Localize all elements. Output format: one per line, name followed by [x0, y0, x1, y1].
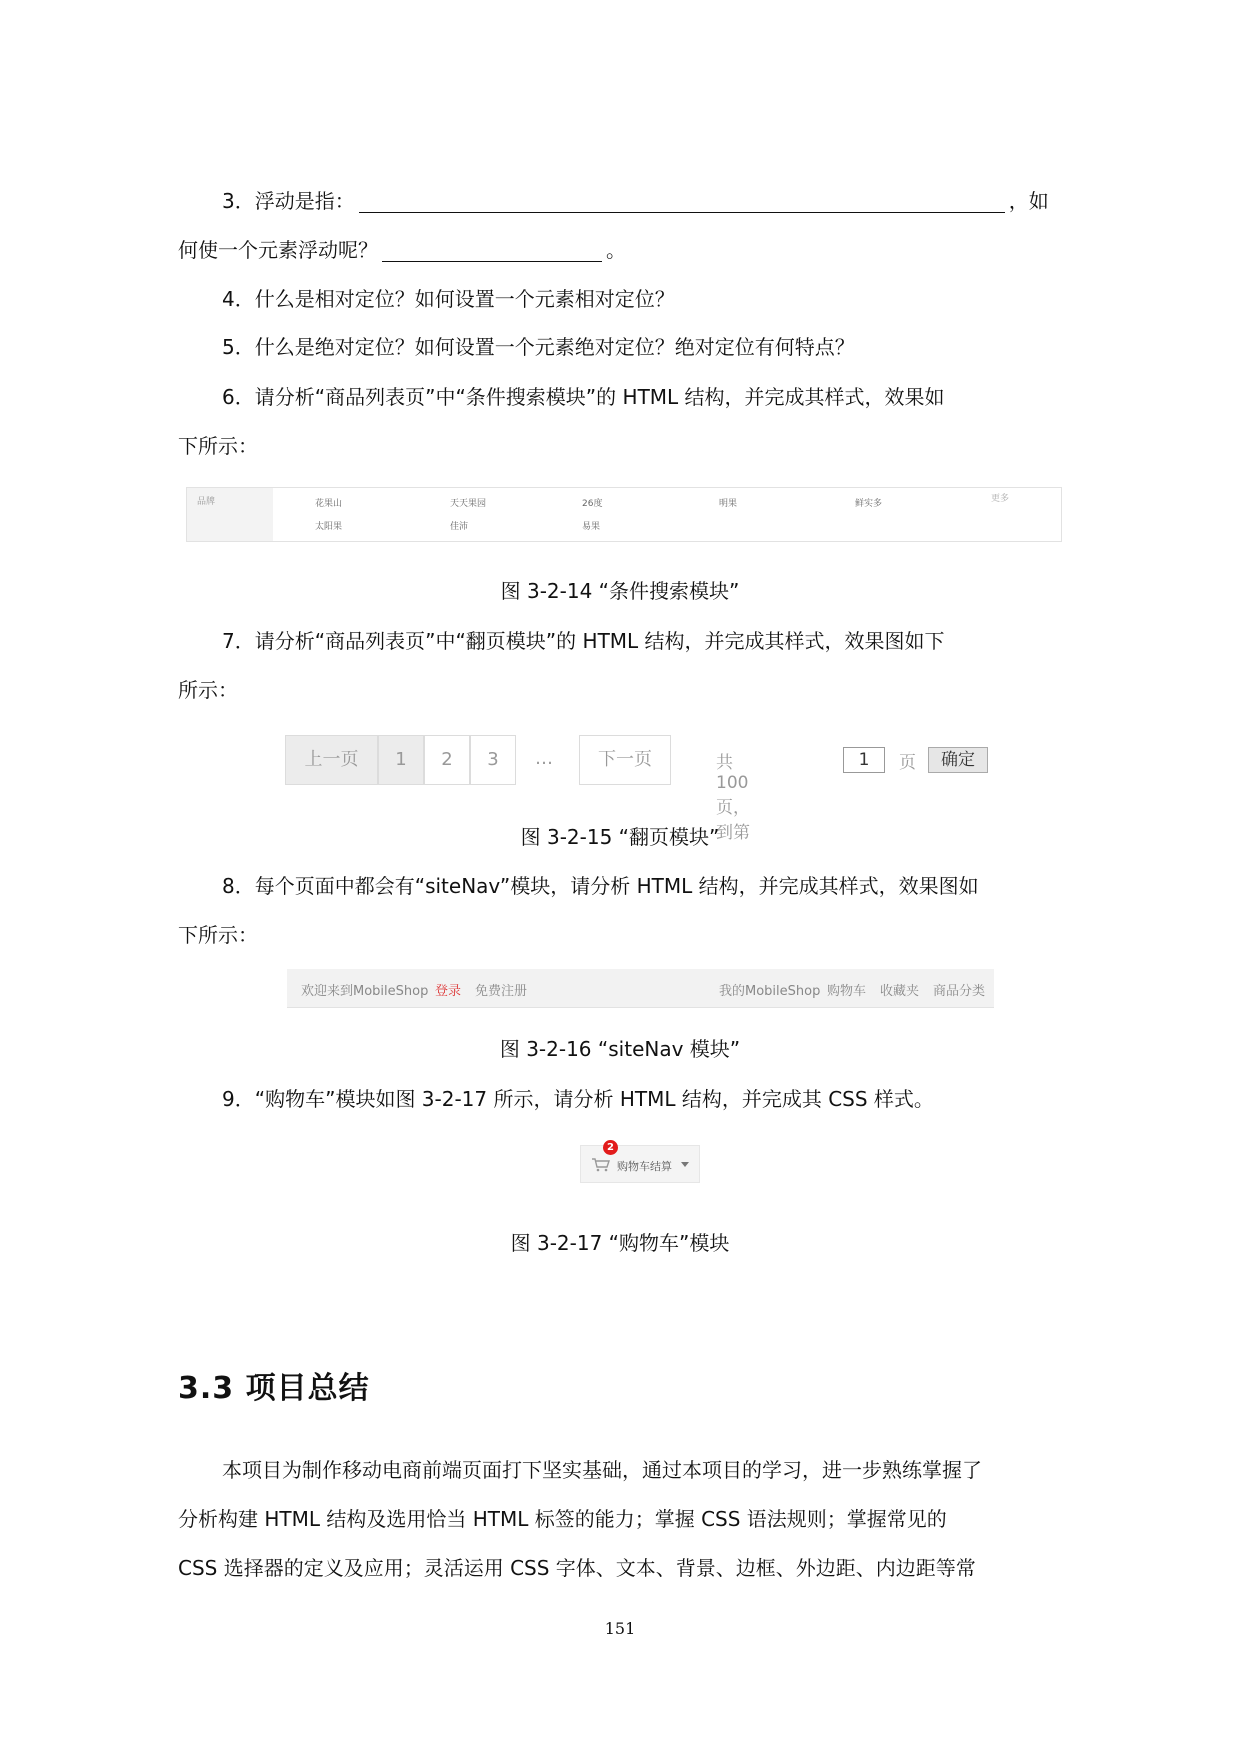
next-page-button[interactable]: 下一页 — [579, 735, 671, 785]
sitenav-login-link[interactable]: 登录 — [435, 984, 462, 999]
question-5: 5．什么是绝对定位？如何设置一个元素绝对定位？绝对定位有何特点？ — [222, 335, 855, 359]
q3-line2: 何使一个元素浮动呢？ — [178, 238, 378, 262]
page-unit-text: 页 — [899, 753, 916, 773]
summary-line-1: 本项目为制作移动电商前端页面打下坚实基础，通过本项目的学习，进一步熟练掌握了 — [222, 1458, 982, 1482]
section-heading: 3.3 项目总结 — [178, 1371, 370, 1406]
figure-caption-3-2-14: 图 3-2-14 “条件搜索模块” — [500, 579, 740, 603]
figure-filter-module — [186, 487, 1062, 542]
q3-blank-1[interactable] — [359, 192, 1005, 213]
confirm-button[interactable]: 确定 — [928, 747, 988, 773]
page-button-2[interactable]: 2 — [424, 735, 470, 785]
filter-option[interactable]: 26度 — [582, 499, 603, 509]
question-6-line-2: 下所示： — [178, 434, 258, 458]
sitenav-category-link[interactable]: 商品分类 — [933, 984, 986, 999]
shopping-cart-icon — [591, 1158, 611, 1172]
page-button-1[interactable]: 1 — [378, 735, 424, 785]
cart-checkout-label: 购物车结算 — [617, 1160, 672, 1173]
page-number-input[interactable]: 1 — [843, 747, 885, 773]
filter-option[interactable]: 太阳果 — [315, 522, 343, 532]
sitenav-favorites-link[interactable]: 收藏夹 — [880, 984, 920, 999]
question-4: 4．什么是相对定位？如何设置一个元素相对定位？ — [222, 287, 675, 311]
figure-caption-3-2-15: 图 3-2-15 “翻页模块” — [520, 825, 720, 849]
question-9: 9．“购物车”模块如图 3-2-17 所示，请分析 HTML 结构，并完成其 CSS 样式。 — [222, 1087, 934, 1111]
filter-label-brand: 品牌 — [187, 488, 273, 541]
sitenav-my-shop-link[interactable]: 我的MobileShop — [719, 984, 821, 999]
chevron-down-icon — [681, 1162, 689, 1167]
summary-line-3: CSS 选择器的定义及应用；灵活运用 CSS 字体、文本、背景、边框、外边距、内边距等常 — [178, 1556, 976, 1580]
filter-more-link[interactable]: 更多 — [991, 494, 1010, 504]
page-ellipsis: … — [521, 735, 567, 785]
sitenav-register-link[interactable]: 免费注册 — [475, 984, 528, 999]
question-6-line-1: 6．请分析“商品列表页”中“条件搜索模块”的 HTML 结构，并完成其样式，效果如 — [222, 385, 945, 409]
sitenav-welcome: 欢迎来到MobileShop — [301, 984, 429, 999]
question-7-line-1: 7．请分析“商品列表页”中“翻页模块”的 HTML 结构，并完成其样式，效果图如下 — [222, 629, 945, 653]
filter-option[interactable]: 明果 — [719, 499, 738, 509]
q3-comma: ，如 — [1008, 189, 1049, 213]
q3-blank-2[interactable] — [382, 241, 602, 262]
figure-caption-3-2-16: 图 3-2-16 “siteNav 模块” — [499, 1037, 741, 1061]
filter-option[interactable]: 易果 — [582, 522, 601, 532]
page-button-3[interactable]: 3 — [470, 735, 516, 785]
total-pages-text: 共100页，到第 — [716, 753, 750, 843]
question-8-line-1: 8．每个页面中都会有“siteNav”模块，请分析 HTML 结构，并完成其样式，效果图如 — [222, 874, 979, 898]
filter-option[interactable]: 花果山 — [315, 499, 343, 509]
figure-caption-3-2-17: 图 3-2-17 “购物车”模块 — [510, 1231, 730, 1255]
question-7-line-2: 所示： — [178, 678, 238, 702]
question-8-line-2: 下所示： — [178, 923, 258, 947]
sitenav-cart-link[interactable]: 购物车 — [827, 984, 867, 999]
figure-sitenav-module — [287, 969, 994, 1008]
question-3-line-2 — [178, 226, 1058, 274]
filter-option[interactable]: 佳沛 — [450, 522, 469, 532]
filter-option[interactable]: 天天果园 — [450, 499, 487, 509]
page-number: 151 — [604, 1619, 636, 1638]
summary-line-2: 分析构建 HTML 结构及选用恰当 HTML 标签的能力；掌握 CSS 语法规则；掌握常见的 — [178, 1507, 947, 1531]
q3-text: 3．浮动是指： — [222, 189, 355, 213]
figure-cart-module[interactable] — [580, 1142, 700, 1183]
cart-count-badge: 2 — [603, 1140, 618, 1155]
filter-option[interactable]: 鲜实多 — [855, 499, 883, 509]
question-3-line-1 — [178, 177, 1102, 225]
prev-page-button[interactable]: 上一页 — [285, 735, 378, 785]
q3-end: 。 — [606, 238, 626, 262]
